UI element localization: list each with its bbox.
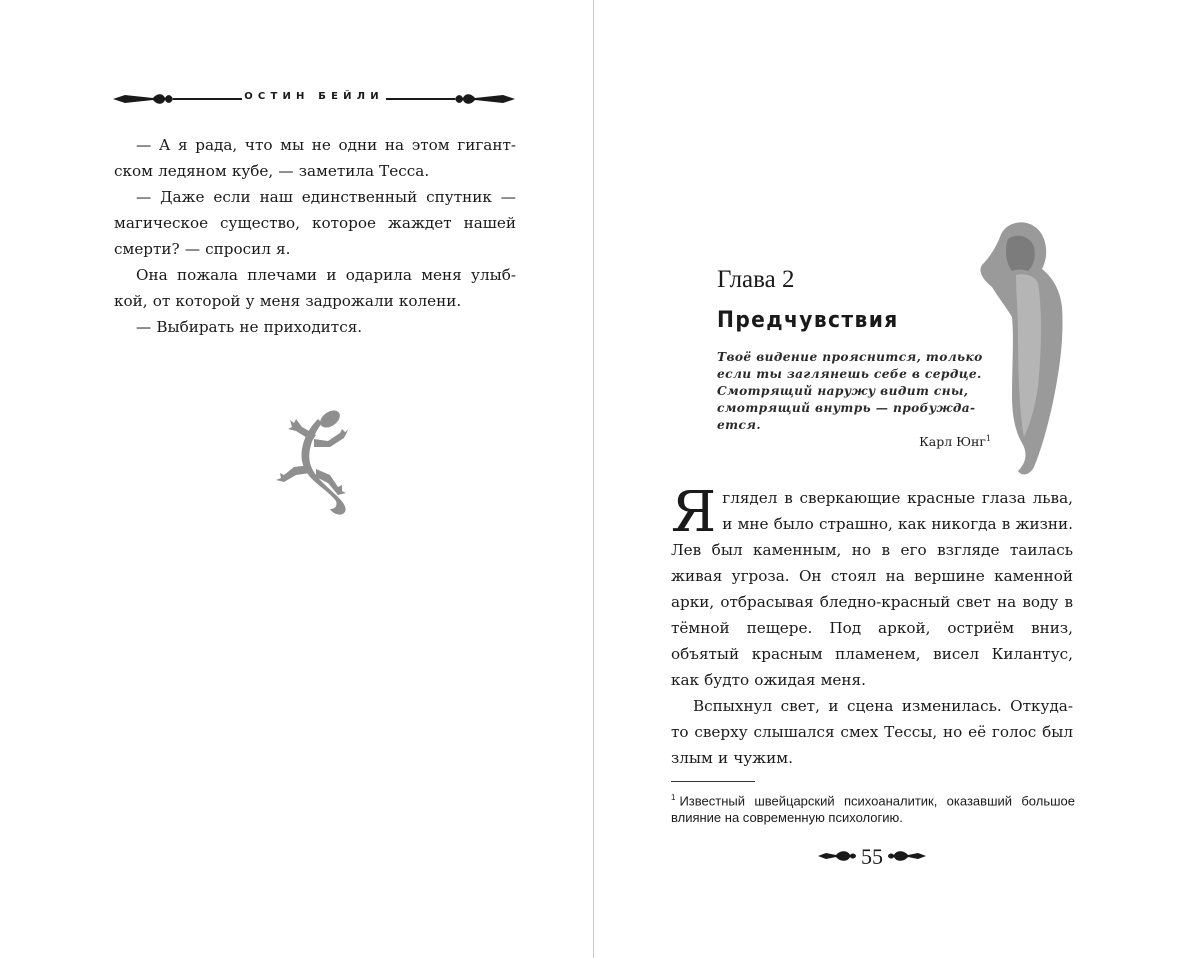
left-page (0, 0, 593, 958)
folio-ornament-right-icon (888, 849, 926, 863)
left-page-text (114, 132, 516, 340)
lizard-icon (272, 405, 360, 520)
footnote-text: Известный швейцарский психоаналитик, оказавший большое влияние на современную психологию. (671, 793, 1075, 826)
chapter-number: Глава 2 (717, 266, 795, 293)
epigraph: Твоё видение прояснится, только если ты заглянешь себе в сердце. Смотрящий наружу видит сны, смотрящий внутрь — пробуждается. (717, 350, 983, 432)
right-page-text (671, 480, 1073, 771)
chapter-title: Предчувствия (717, 308, 899, 333)
paragraph: — Даже если наш единственный спутник — магическое существо, которое жаждет нашей смерти? — спросил я. (114, 188, 516, 258)
paragraph: — Выбирать не приходится. (136, 318, 363, 336)
running-header (113, 90, 515, 108)
footnote-rule (671, 781, 755, 782)
running-header-author: ОСТИН БЕЙЛИ (244, 91, 384, 102)
paragraph: Она пожала плечами и одарила меня улыбкой, от которой у меня задрожали колени. (114, 266, 516, 310)
paragraph-text: глядел в сверкающие красные глаза льва, и мне было страшно, как никогда в жизни. Лев был каменным, но в его взгляде таилась живая угроза. Он стоял на вершине каменной арки, отбрасывая бледно-красный свет на воду в тёмной пещере. Под аркой, остриём вниз, объятый красным пламенем, висел Килантус, как будто ожидая меня. (671, 489, 1073, 689)
footnote (671, 789, 1075, 826)
page-number-block (818, 841, 926, 871)
paragraph: Вспыхнул свет, и сцена изменилась. Откуда-то сверху слышался смех Тессы, но её голос был злым и чужим. (671, 697, 1073, 767)
page-number: 55 (861, 844, 883, 869)
epigraph-author (717, 434, 991, 449)
drop-cap: Я (671, 480, 717, 545)
footnote-mark: 1 (671, 793, 676, 802)
epigraph-author-name: Карл Юнг (919, 434, 986, 450)
paragraph (671, 480, 1073, 693)
paragraph: — А я рада, что мы не одни на этом гигантском ледяном кубе, — заметила Тесса. (114, 136, 516, 180)
footnote-reference[interactable]: 1 (985, 434, 991, 443)
